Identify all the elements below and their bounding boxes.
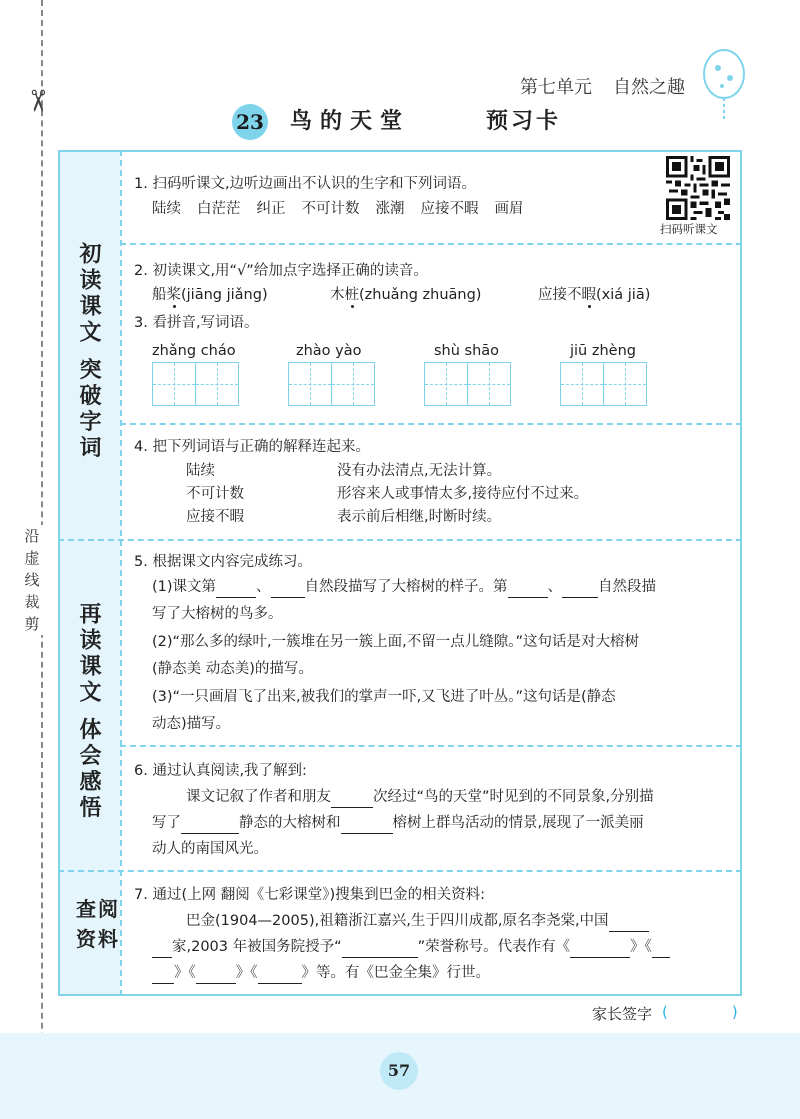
q6-line [186, 786, 654, 808]
q3-pinyin: jiū zhèng [570, 343, 636, 359]
writing-cell[interactable] [152, 362, 196, 406]
answer-blank[interactable] [258, 968, 302, 984]
answer-blank[interactable] [152, 968, 174, 984]
q4-prompt: 4. 把下列词语与正确的解释连起来。 [134, 439, 370, 455]
paren-close: ) [731, 1003, 738, 1021]
q2-word-part: 船 [152, 287, 167, 303]
q2-pinyin-options: (zhuǎng zhuāng) [359, 287, 482, 303]
q2-item[interactable] [538, 284, 650, 306]
q2-dotted-char: 桨 [166, 287, 181, 303]
q1-prompt: 1. 扫码听课文,边听边画出不认识的生字和下列词语。 [134, 176, 477, 192]
section-title-research: 查阅资料 [76, 897, 120, 951]
q2-item[interactable] [330, 284, 481, 306]
section-title-understanding: 再读课文 体会感悟 [76, 602, 101, 822]
q7-text: 巴金(1904—2005),祖籍浙江嘉兴,生于四川成都,原名李尧棠,中国 [186, 913, 609, 929]
paren-open: ( [662, 1003, 668, 1021]
q4-meaning[interactable]: 表示前后相继,时断时续。 [337, 509, 502, 525]
q7-text: 》《 [174, 965, 196, 981]
theme-label: 自然之趣 [613, 77, 685, 98]
q3-pinyin: zhǎng cháo [152, 343, 236, 359]
answer-blank[interactable] [181, 818, 239, 834]
question-divider [120, 423, 742, 425]
q5-text: 自然段描 [598, 579, 657, 595]
q3-writing-grid[interactable] [152, 362, 237, 406]
qr-code-icon[interactable] [666, 156, 730, 220]
q6-text: 写了 [152, 815, 181, 831]
q3-prompt: 3. 看拼音,写词语。 [134, 315, 259, 331]
q3-writing-grid[interactable] [560, 362, 645, 406]
writing-cell[interactable] [195, 362, 239, 406]
q6-text: 静态的大榕树和 [239, 815, 341, 831]
page-number: 57 [380, 1052, 418, 1090]
q1-word: 陆续 [152, 201, 181, 217]
q6-text: 课文记叙了作者和朋友 [186, 789, 331, 805]
q1-word: 应接不暇 [420, 201, 479, 217]
q7-line [186, 910, 649, 932]
q6-text: 次经过“鸟的天堂”时见到的不同景象,分别描 [373, 789, 654, 805]
q5-line: (静态美 动态美)的描写。 [152, 661, 313, 677]
writing-cell[interactable] [288, 362, 332, 406]
q5-line: (3)“一只画眉飞了出来,被我们的掌声一吓,又飞进了叶丛。”这句话是(静态 [152, 689, 616, 705]
q4-meaning[interactable]: 没有办法清点,无法计算。 [337, 463, 502, 479]
tree-decoration-icon [694, 44, 750, 122]
q6-text: 榕树上群鸟活动的情景,展现了一派美丽 [392, 815, 644, 831]
answer-blank[interactable] [342, 942, 418, 958]
q6-line [152, 812, 644, 834]
qr-label: 扫码听课文 [660, 222, 718, 236]
q7-text: 》《 [630, 939, 652, 955]
q3-writing-grid[interactable] [424, 362, 509, 406]
lesson-title: 鸟的天堂 [290, 108, 411, 134]
q4-word[interactable]: 陆续 [186, 463, 215, 479]
q6-prompt: 6. 通过认真阅读,我了解到: [134, 763, 307, 779]
writing-cell[interactable] [560, 362, 604, 406]
answer-blank[interactable] [508, 582, 548, 598]
q3-pinyin: shù shāo [434, 343, 500, 359]
q1-word: 白茫茫 [197, 201, 241, 217]
q5-text: (1)课文第 [152, 579, 217, 595]
lesson-number: 23 [232, 104, 268, 140]
q7-prompt: 7. 通过(上网 翻阅《七彩课堂》)搜集到巴金的相关资料: [134, 887, 485, 903]
q1-word: 涨潮 [375, 201, 405, 217]
q5-text: 、 [256, 579, 271, 595]
section-title-reading: 初读课文 突破字词 [76, 242, 101, 462]
q2-word-part: 木 [330, 287, 345, 303]
writing-cell[interactable] [467, 362, 511, 406]
q5-prompt: 5. 根据课文内容完成练习。 [134, 554, 312, 570]
cut-hint: 沿虚线裁剪 [20, 525, 44, 635]
writing-cell[interactable] [424, 362, 468, 406]
q7-text: 》等。有《巴金全集》行世。 [301, 965, 490, 981]
q2-pinyin-options: (jiāng jiǎng) [181, 287, 268, 303]
answer-blank[interactable] [341, 818, 393, 834]
q4-meaning[interactable]: 形容来人或事情太多,接待应付不过来。 [337, 486, 589, 502]
parent-signature-field[interactable] [662, 1003, 738, 1021]
question-divider [120, 745, 742, 747]
scissors-icon: ✂ [19, 88, 55, 114]
q3-pinyin: zhào yào [296, 343, 362, 359]
q1-word-list [152, 198, 524, 220]
q1-word: 画眉 [494, 201, 524, 217]
q7-line [152, 936, 670, 958]
q5-line: 写了大榕树的鸟多。 [152, 606, 283, 622]
q5-line: 动态)描写。 [152, 716, 231, 732]
answer-blank[interactable] [609, 916, 649, 932]
section-divider [58, 539, 742, 541]
q5-line [152, 576, 656, 598]
writing-cell[interactable] [331, 362, 375, 406]
section-divider [58, 870, 742, 872]
q4-word[interactable]: 应接不暇 [186, 509, 244, 525]
q1-word: 纠正 [256, 201, 286, 217]
q2-dotted-char: 暇 [581, 287, 596, 303]
q1-word: 不可计数 [301, 201, 360, 217]
card-name: 预习卡 [486, 109, 562, 134]
q5-line: (2)“那么多的绿叶,一簇堆在另一簇上面,不留一点儿缝隙。”这句话是对大榕树 [152, 634, 640, 650]
q6-line: 动人的南国风光。 [152, 841, 268, 857]
answer-blank[interactable] [216, 582, 256, 598]
q5-text: 、 [547, 579, 563, 595]
answer-blank[interactable] [570, 942, 630, 958]
q5-text: 自然段描写了大榕树的样子。第 [304, 579, 508, 595]
answer-blank[interactable] [331, 792, 373, 808]
answer-blank[interactable] [562, 582, 598, 598]
writing-cell[interactable] [603, 362, 647, 406]
q2-dotted-char: 桩 [344, 287, 359, 303]
answer-blank[interactable] [152, 942, 172, 958]
q3-writing-grid[interactable] [288, 362, 373, 406]
answer-blank[interactable] [196, 968, 236, 984]
question-divider [120, 243, 742, 245]
q7-text: ”荣誉称号。代表作有《 [417, 939, 571, 955]
q4-word[interactable]: 不可计数 [186, 486, 244, 502]
q2-prompt: 2. 初读课文,用“√”给加点字选择正确的读音。 [134, 263, 428, 279]
q2-item[interactable] [152, 284, 268, 306]
answer-blank[interactable] [652, 942, 670, 958]
q7-text: 》《 [235, 965, 258, 981]
q7-text: 家,2003 年被国务院授予“ [172, 939, 342, 955]
unit-label: 第七单元 [520, 77, 592, 98]
q7-line [152, 962, 490, 984]
parent-signature-label: 家长签字 [592, 1005, 653, 1023]
q2-pinyin-options: (xiá jiā) [596, 287, 651, 303]
q2-word-part: 应接不 [538, 287, 582, 303]
answer-blank[interactable] [271, 582, 305, 598]
